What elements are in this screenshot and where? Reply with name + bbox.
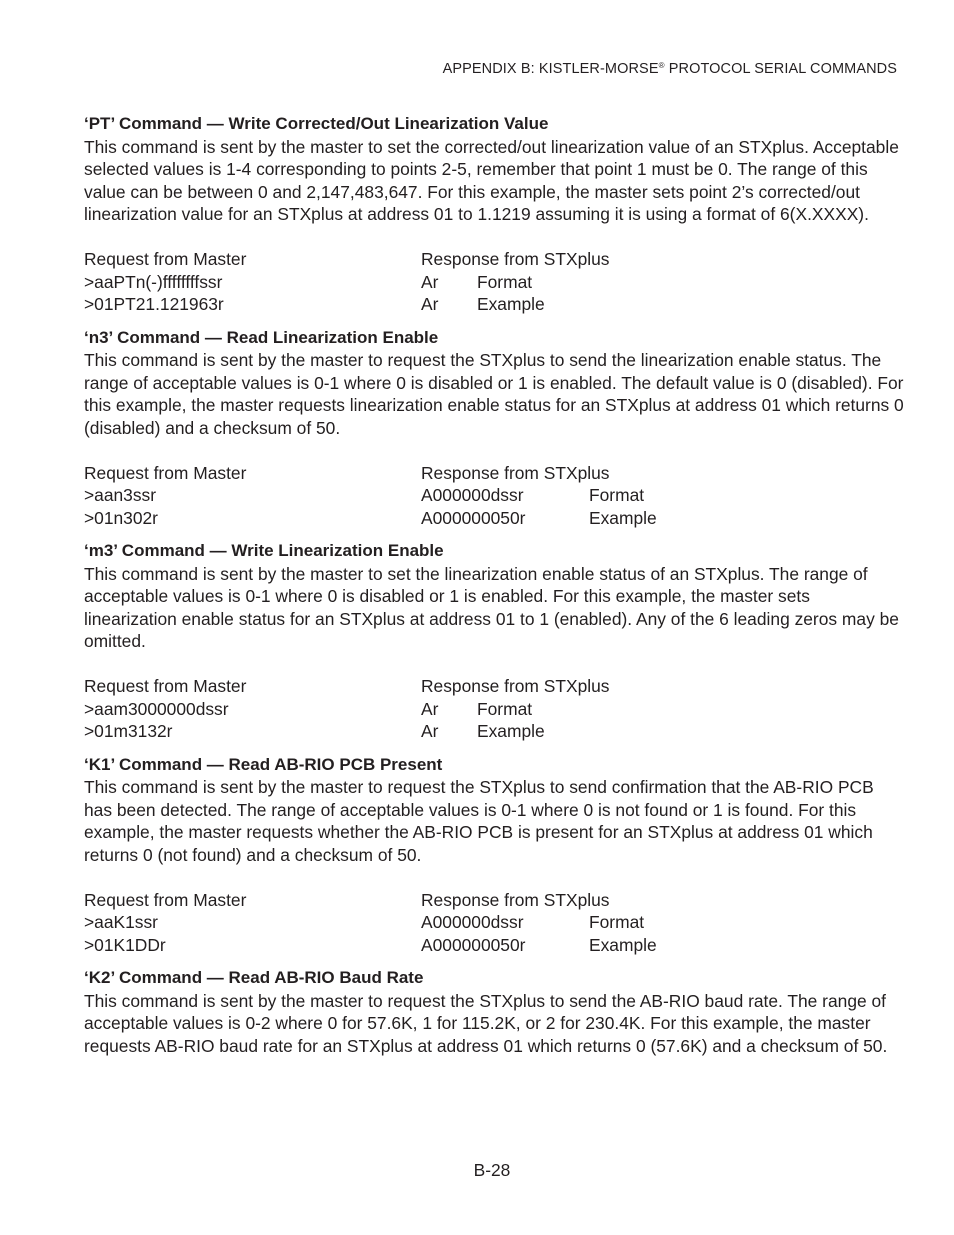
request-cell: >01n302r xyxy=(84,507,158,528)
page-footer xyxy=(0,1160,954,1181)
section-body: This command is sent by the master to request the STXplus to send confirmation that the AB-RIO PCB has been detected. The range of acceptable values is 0-1 where 0 is not found or 1 is found. For this example, the master requests whether the AB-RIO PCB is present for an STXplus at address 01 which returns 0 (not found) and a checksum of 50. xyxy=(84,777,874,865)
response-cell: Ar xyxy=(421,271,439,292)
section-k1-command xyxy=(84,754,904,957)
response-header: Response from STXplus xyxy=(421,889,610,910)
row-label: Example xyxy=(589,507,657,528)
command-table xyxy=(84,248,904,316)
section-k2-command xyxy=(84,967,904,1057)
request-cell: >aaPTn(-)ffffffffssr xyxy=(84,271,223,292)
row-label: Format xyxy=(477,698,533,719)
page-header xyxy=(443,61,897,77)
table-header-row xyxy=(84,462,904,485)
response-cell: A000000050r xyxy=(421,934,526,955)
table-row xyxy=(84,271,904,294)
response-cell: Ar xyxy=(421,294,439,314)
request-cell: >01m3132r xyxy=(84,721,173,741)
request-cell: >01K1DDr xyxy=(84,934,166,955)
header-text-rest: PROTOCOL SERIAL COMMANDS xyxy=(664,61,897,77)
response-cell: Ar xyxy=(421,698,439,719)
request-header: Request from Master xyxy=(84,676,247,696)
table-row xyxy=(84,293,904,316)
request-cell: >aaK1ssr xyxy=(84,912,158,932)
row-label: Example xyxy=(589,934,657,955)
section-body: This command is sent by the master to request the STXplus to send the AB-RIO baud rate. The range of acceptable values is 0-2 where 0 for 57.6K, 1 for 115.2K, or 2 for 230.4K. For this example, the master requests AB-RIO baud rate for an STXplus at address 01 which returns 0 (57.6K) and a checksum of 50. xyxy=(84,990,888,1056)
row-label: Example xyxy=(477,721,545,741)
section-body: This command is sent by the master to set the linearization enable status of an STXplus. The range of acceptable values is 0-1 where 0 is disabled or 1 is enabled. For this example, the master sets linearization enable status for an STXplus at address 01 to 1 (enabled). Any of the 6 leading zeros may be omitted. xyxy=(84,563,899,651)
row-label: Format xyxy=(589,912,645,932)
section-title: ‘m3’ Command — Write Linearization Enable xyxy=(84,541,444,560)
table-header-row xyxy=(84,675,904,698)
request-cell: >aan3ssr xyxy=(84,485,157,505)
command-table xyxy=(84,462,904,530)
request-cell: >01PT21.121963r xyxy=(84,294,224,314)
section-title: ‘n3’ Command — Read Linearization Enable xyxy=(84,327,439,347)
response-header: Response from STXplus xyxy=(421,462,610,483)
table-row xyxy=(84,911,904,934)
row-label: Format xyxy=(589,485,645,505)
section-pt-command xyxy=(84,113,904,316)
section-body: This command is sent by the master to request the STXplus to send the linearization enable status. The range of acceptable values is 0-1 where 0 is disabled or 1 is enabled. The default value is 0 (disabled). For this example, the master requests linearization enable status for an STXplus at address 01 which returns 0 (disabled) and a checksum of 50. xyxy=(84,350,904,438)
page-number: B-28 xyxy=(473,1160,511,1180)
request-cell: >aam3000000dssr xyxy=(84,698,229,719)
registered-mark: ® xyxy=(658,61,665,70)
section-title: ‘K1’ Command — Read AB-RIO PCB Present xyxy=(84,754,443,774)
section-title: ‘PT’ Command — Write Corrected/Out Linearization Value xyxy=(84,114,549,133)
header-text: APPENDIX B: KISTLER-MORSE xyxy=(442,61,659,77)
row-label: Format xyxy=(477,271,533,292)
response-cell: A000000dssr xyxy=(421,912,524,932)
page-content xyxy=(84,113,904,1068)
response-cell: A000000050r xyxy=(421,507,526,528)
request-header: Request from Master xyxy=(84,462,247,483)
command-table xyxy=(84,675,904,743)
table-row xyxy=(84,934,904,957)
section-m3-command xyxy=(84,540,904,743)
response-cell: Ar xyxy=(421,721,439,741)
response-cell: A000000dssr xyxy=(421,485,524,505)
table-row xyxy=(84,720,904,743)
response-header: Response from STXplus xyxy=(421,676,610,696)
command-table xyxy=(84,889,904,957)
row-label: Example xyxy=(477,294,545,314)
table-row xyxy=(84,484,904,507)
section-body: This command is sent by the master to set the corrected/out linearization value of an STXplus. Acceptable selected values is 1-4 corresponding to points 2-5, remember that point 1 must be 0. The range of this value can be between 0 and 2,147,483,647. For this example, the master sets point 2’s corrected/out linearization value for an STXplus at address 01 to 1.1219 assuming it is using a format of 6(X.XXXX). xyxy=(84,136,899,224)
section-title: ‘K2’ Command — Read AB-RIO Baud Rate xyxy=(84,968,424,987)
section-n3-command xyxy=(84,327,904,530)
request-header: Request from Master xyxy=(84,889,247,910)
request-header: Request from Master xyxy=(84,249,247,269)
response-header: Response from STXplus xyxy=(421,249,610,269)
table-row xyxy=(84,698,904,721)
table-row xyxy=(84,507,904,530)
table-header-row xyxy=(84,889,904,912)
table-header-row xyxy=(84,248,904,271)
